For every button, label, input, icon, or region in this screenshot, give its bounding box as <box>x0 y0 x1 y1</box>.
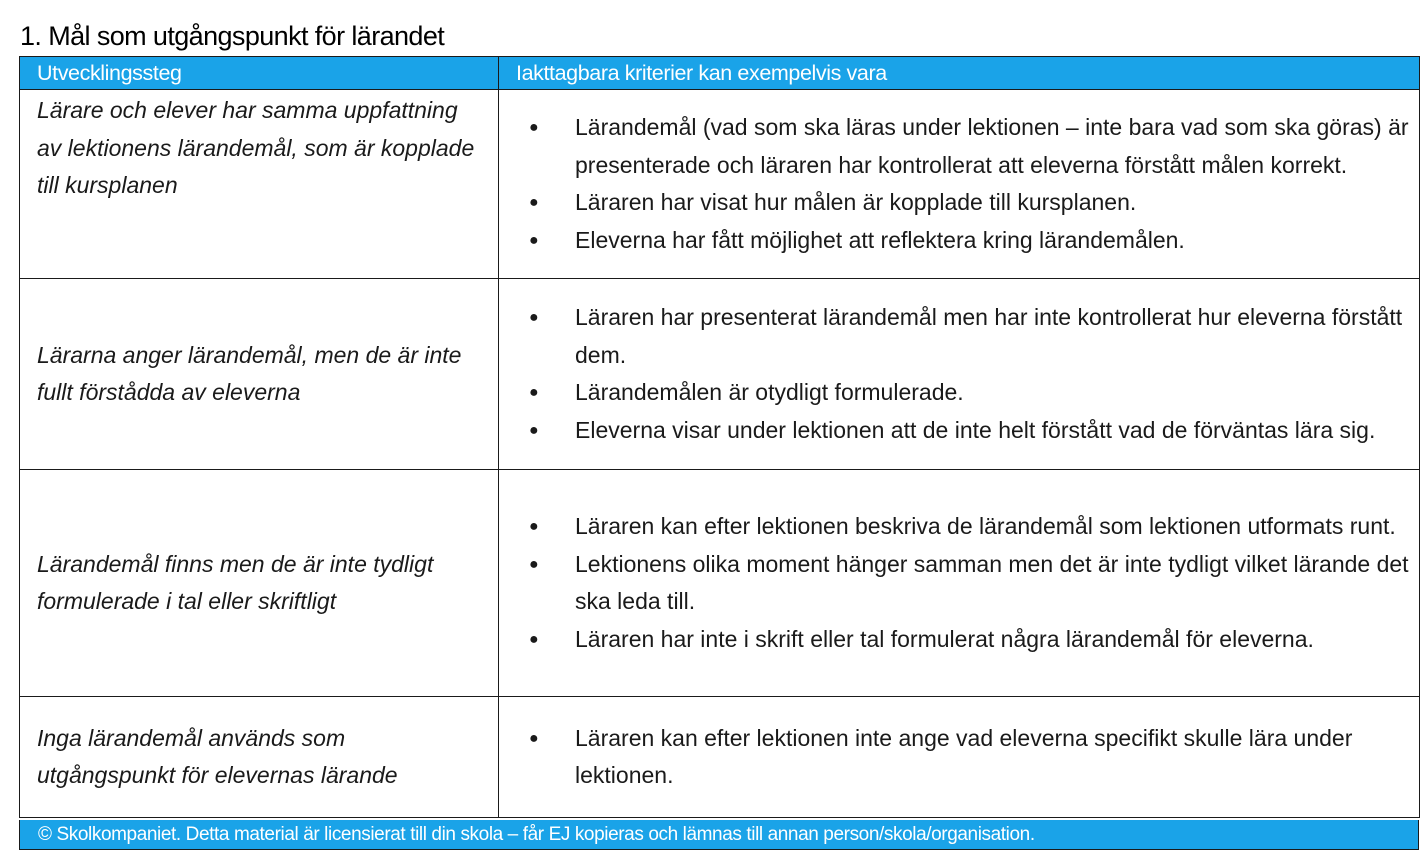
table-header-row <box>20 57 1420 90</box>
criteria-text: Lektionens olika moment hänger samman men det är inte tydligt vilket lärande det ska leda till. <box>575 550 1409 614</box>
criteria-text: Läraren har presenterat lärandemål men har inte kontrollerat hur eleverna förstått dem. <box>575 304 1403 368</box>
criteria-item <box>499 184 1411 222</box>
header-development-step: Utvecklingssteg <box>20 57 499 90</box>
criteria-text: Läraren kan efter lektionen inte ange vad eleverna specifikt skulle lära under lektionen. <box>575 724 1353 788</box>
table-row <box>20 697 1420 818</box>
criteria-item <box>499 374 1411 412</box>
copyright-footer: © Skolkompaniet. Detta material är licensierat till din skola – får EJ kopieras och lämnas till annan person/skola/organisation. <box>19 820 1419 850</box>
step-cell: Lärandemål finns men de är inte tydligt formulerade i tal eller skriftligt <box>20 470 499 697</box>
table-row <box>20 90 1420 279</box>
criteria-text: Eleverna har fått möjlighet att reflektera kring lärandemålen. <box>575 226 1185 253</box>
table-row <box>20 279 1420 470</box>
criteria-list <box>499 299 1411 449</box>
rubric-table <box>19 56 1420 818</box>
bullet-icon: ● <box>529 421 539 439</box>
criteria-text: Läraren har inte i skrift eller tal formulerat några lärandemål för eleverna. <box>575 625 1314 652</box>
criteria-item <box>499 109 1411 184</box>
criteria-text: Lärandemål (vad som ska läras under lektionen – inte bara vad som ska göras) är presenterade och läraren har kontrollerat att eleverna förstått målen korrekt. <box>575 114 1409 178</box>
criteria-text: Eleverna visar under lektionen att de inte helt förstått vad de förväntas lära sig. <box>575 416 1376 443</box>
criteria-text: Läraren har visat hur målen är kopplade till kursplanen. <box>575 189 1137 215</box>
step-cell: Inga lärandemål används som utgångspunkt för elevernas lärande <box>20 697 499 818</box>
bullet-icon: ● <box>529 518 539 535</box>
bullet-icon: ● <box>529 384 539 401</box>
criteria-item <box>499 299 1411 374</box>
criteria-item <box>499 412 1411 450</box>
page-title: 1. Mål som utgångspunkt för lärandet <box>20 21 445 51</box>
criteria-cell <box>499 279 1420 470</box>
bullet-icon: ● <box>529 309 539 326</box>
criteria-list <box>499 109 1411 259</box>
criteria-cell <box>499 90 1420 279</box>
bullet-icon: ● <box>529 231 539 249</box>
criteria-item <box>499 720 1411 795</box>
table-row <box>20 470 1420 697</box>
criteria-list <box>499 508 1411 658</box>
bullet-icon: ● <box>529 729 539 747</box>
step-cell: Lärarna anger lärandemål, men de är inte fullt förstådda av eleverna <box>20 279 499 470</box>
criteria-item <box>499 621 1411 659</box>
bullet-icon: ● <box>529 194 539 211</box>
criteria-list <box>499 720 1411 795</box>
criteria-item <box>499 546 1411 621</box>
header-criteria: Iakttagbara kriterier kan exempelvis vara <box>499 57 1420 90</box>
bullet-icon: ● <box>529 119 539 136</box>
bullet-icon: ● <box>529 555 539 573</box>
criteria-cell <box>499 697 1420 818</box>
step-cell: Lärare och elever har samma uppfattning av lektionens lärandemål, som är kopplade till kursplanen <box>20 90 499 279</box>
bullet-icon: ● <box>529 630 539 648</box>
criteria-item <box>499 508 1411 546</box>
criteria-text: Lärandemålen är otydligt formulerade. <box>575 379 964 405</box>
criteria-cell <box>499 470 1420 697</box>
criteria-item <box>499 222 1411 260</box>
criteria-text: Läraren kan efter lektionen beskriva de lärandemål som lektionen utformats runt. <box>575 513 1396 539</box>
